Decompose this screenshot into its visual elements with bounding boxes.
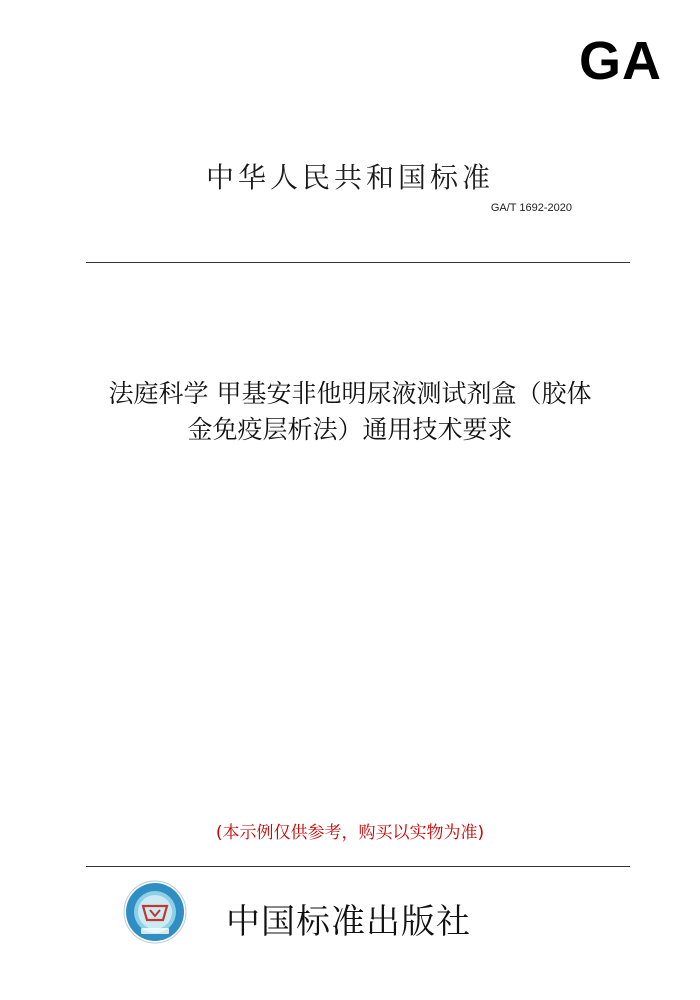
standard-type-heading: 中华人民共和国标准 <box>205 161 494 194</box>
document-title-line-2: 金免疫层析法）通用技术要求 <box>187 415 513 444</box>
publisher-seal-icon <box>123 880 187 944</box>
document-title <box>40 376 660 448</box>
standard-number: GA/T 1692-2020 <box>490 202 572 214</box>
publisher-name: 中国标准出版社 <box>226 902 471 942</box>
document-title-line-1: 法庭科学 甲基安非他明尿液测试剂盒（胶体 <box>108 379 592 408</box>
ga-logo: GA <box>579 31 662 91</box>
bottom-divider <box>86 866 630 867</box>
top-divider <box>86 262 630 263</box>
disclaimer-note: (本示例仅供参考，购买以实物为准) <box>215 823 485 843</box>
